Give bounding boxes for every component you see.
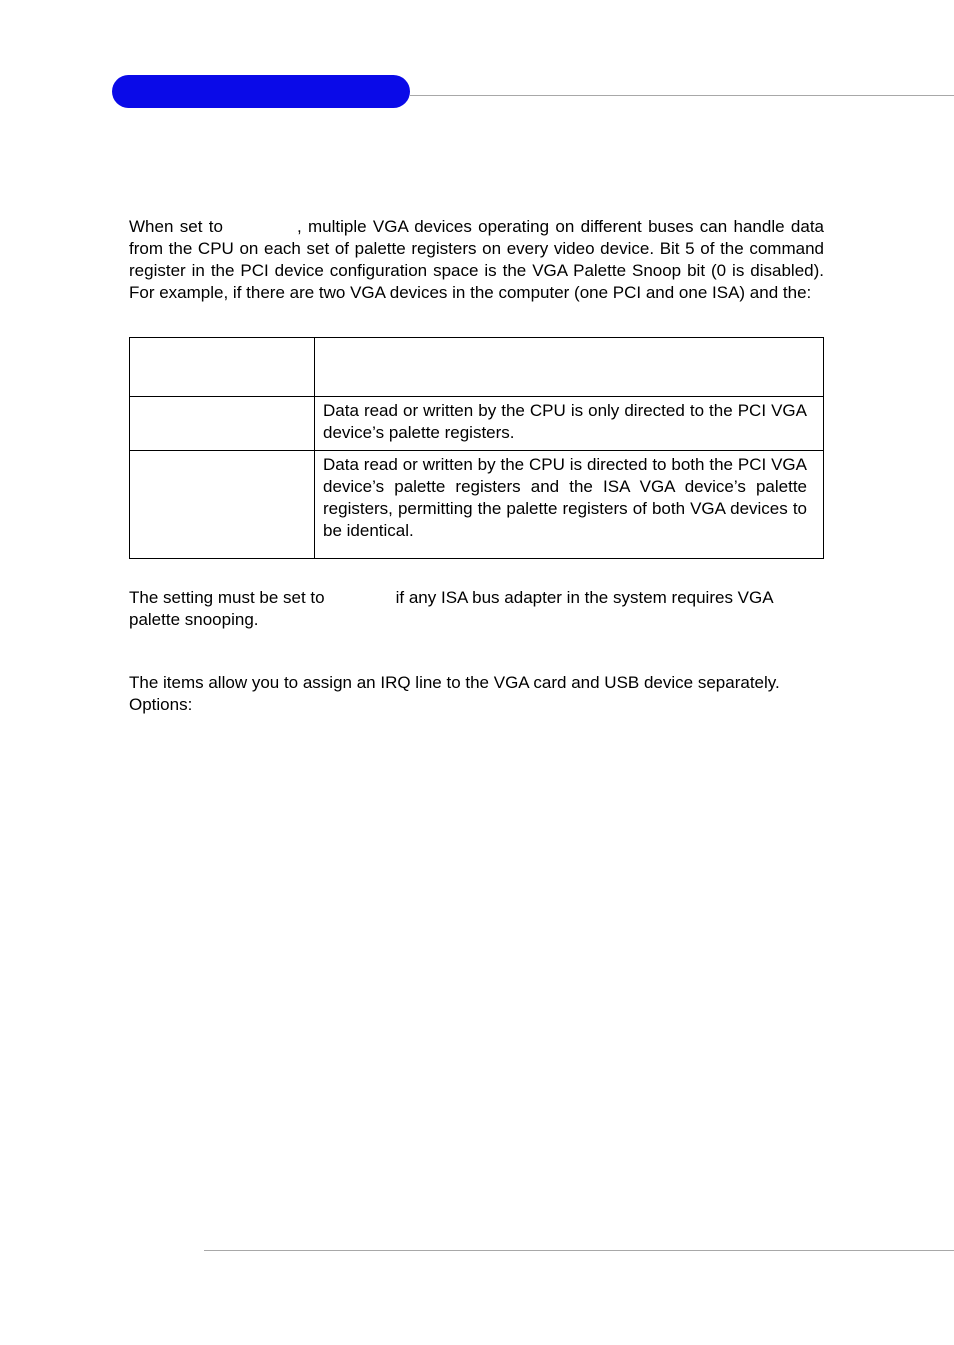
table-row xyxy=(130,397,824,451)
action-cell: Data read or written by the CPU is directed to both the PCI VGA device’s palette registers and the ISA VGA device’s palette registers, permitting the palette registers of both VGA devices to be identical. xyxy=(315,451,824,559)
vga-snoop-description xyxy=(129,216,824,304)
irq-assignment-text xyxy=(129,672,824,716)
action-cell: Data read or written by the CPU is only directed to the PCI VGA device’s palette registers. xyxy=(315,397,824,451)
snoop-behavior-table xyxy=(129,337,824,559)
intro-after: , multiple VGA devices operating on different buses can handle data from the CPU on each set of palette registers on every video device. Bit 5 of the command register in the PCI device configuration space is the VGA Palette Snoop bit (0 is disabled). For example, if there are two VGA devices in the computer (one PCI and one ISA) and the: xyxy=(129,217,824,302)
setting-after: if any ISA bus adapter in the system requires VGA palette snooping. xyxy=(129,588,773,629)
options-label: Options: xyxy=(129,695,193,714)
setting-cell xyxy=(130,338,315,397)
setting-cell xyxy=(130,451,315,559)
setting-requirement-text xyxy=(129,587,824,631)
section-header-pill xyxy=(112,75,410,108)
irq-text: The items allow you to assign an IRQ line to the VGA card and USB device separately. xyxy=(129,673,780,692)
setting-cell xyxy=(130,397,315,451)
table-row xyxy=(130,338,824,397)
table-row xyxy=(130,451,824,559)
intro-before: When set to xyxy=(129,217,223,236)
action-cell xyxy=(315,338,824,397)
footer-divider xyxy=(204,1250,954,1251)
header-divider xyxy=(410,95,954,96)
setting-before: The setting must be set to xyxy=(129,588,325,607)
